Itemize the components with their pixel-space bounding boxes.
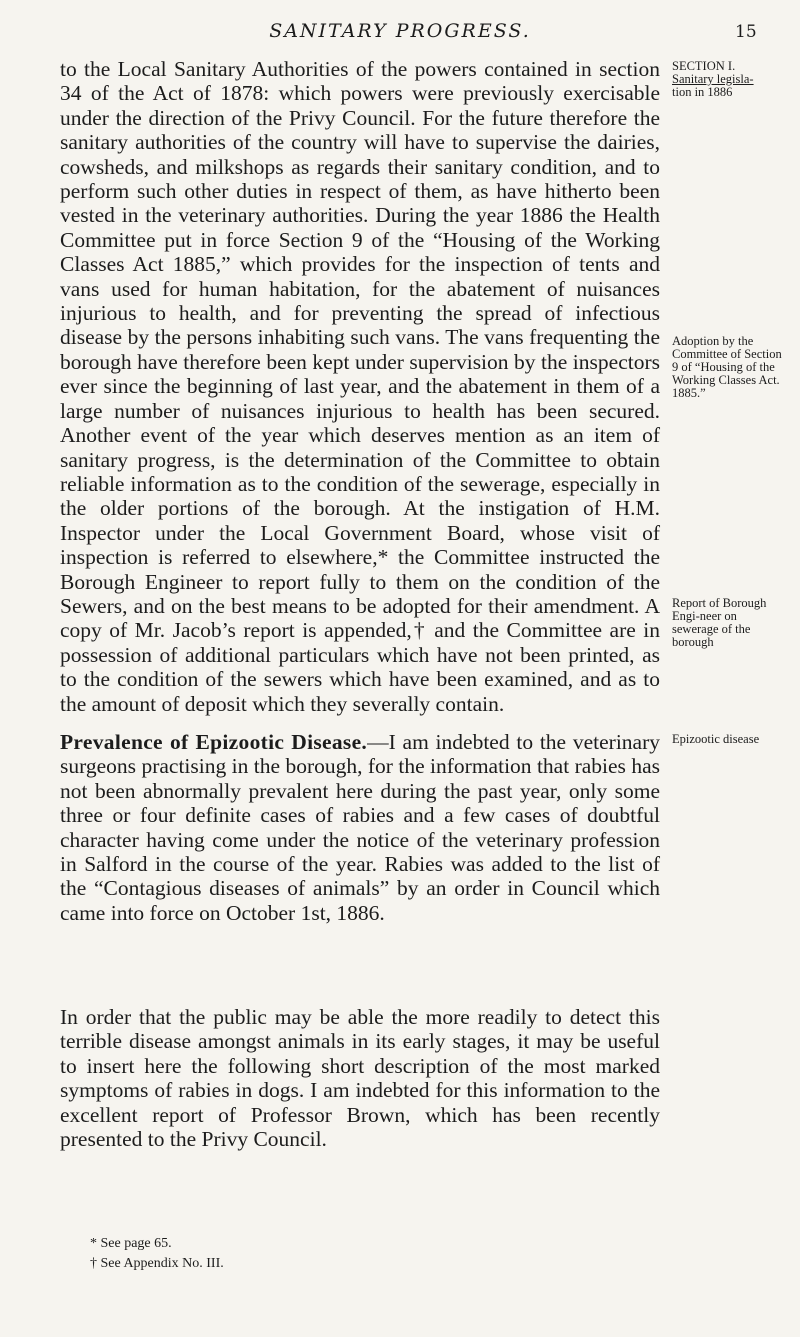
page-number: 15 <box>735 22 757 42</box>
body-paragraph-epizootic-text: —I am indebted to the veterinary surgeons practising in the borough, for the information that rabies has not been abnormally prevalent here during the past year, only some three or four definite cases of rabies and a few cases of doubtful character having come under the notice of the veterinary profession in Salford in the course of the year. Rabies was added to the list of the “Contagious diseases of animals” by an order in Council which came into force on October 1st, 1886. <box>60 730 660 925</box>
sidenote-report: Report of Borough Engi-neer on sewerage of the borough <box>672 596 767 649</box>
section-label: SECTION I. <box>672 59 736 73</box>
running-title: SANITARY PROGRESS. <box>269 20 531 42</box>
sidenote-epizootic: Epizootic disease <box>672 732 760 746</box>
body-paragraph: to the Local Sanitary Authorities of the powers contained in section 34 of the Act of 1878: which powers were previously exercisable under the direction of the Privy Council. For the future therefore the sanitary authorities of the country will have to supervise the dairies, cowsheds, and milkshops as regards their sanitary condition, and to perform such other duties in respect of them, as have hitherto been vested in the veterinary authorities. During the year 1886 the Health Committee put in force Section 9 of the “Housing of the Working Classes Act 1885,” which provides for the inspection of tents and vans used for human habitation, for the abatement of nuisances injurious to health, and for preventing the spread of infectious disease by the persons inhabiting such vans. The vans frequenting the borough have therefore been kept under supervision by the inspectors ever since the beginning of last year, and the abatement in them of a large number of nuisances injurious to health has been secured. Another event of the year which deserves mention as an item of sanitary progress, is the determination of the Committee to obtain reliable information as to the condition of the sewerage, especially in the older portions of the borough. At the instigation of H.M. Inspector under the Local Government Board, whose visit of inspection is referred to elsewhere,* the Committee instructed the Borough Engineer to report fully to them on the condition of the Sewers, and on the best means to be adopted for their amendment. A copy of Mr. Jacob’s report is appended,† and the Committee are in possession of additional particulars which have not been printed, as to the condition of the sewers which have been examined, and as to the amount of deposit which they severally contain. <box>60 57 660 716</box>
sidenote-adoption: Adoption by the Committee of Section 9 of “Housing of the Working Classes Act. 1885.” <box>672 334 782 400</box>
sidenote-sanitary-line-a: Sanitary legisla- <box>672 72 754 86</box>
sidenote-sanitary-line-b: tion in 1886 <box>672 85 733 99</box>
sidenote-sanitary-legislation <box>672 60 784 99</box>
section-heading: Prevalence of Epizootic Disease. <box>60 730 368 754</box>
footnote: * See page 65. <box>90 1236 172 1251</box>
body-paragraph-rabies: In order that the public may be able the more readily to detect this terrible disease amongst animals in its early stages, it may be useful to insert here the following short description of the most marked symptoms of rabies in dogs. I am indebted for this information to the excellent report of Professor Brown, which has been recently presented to the Privy Council. <box>60 1005 660 1152</box>
body-paragraph-epizootic <box>60 730 660 925</box>
footnote: † See Appendix No. III. <box>90 1256 224 1271</box>
